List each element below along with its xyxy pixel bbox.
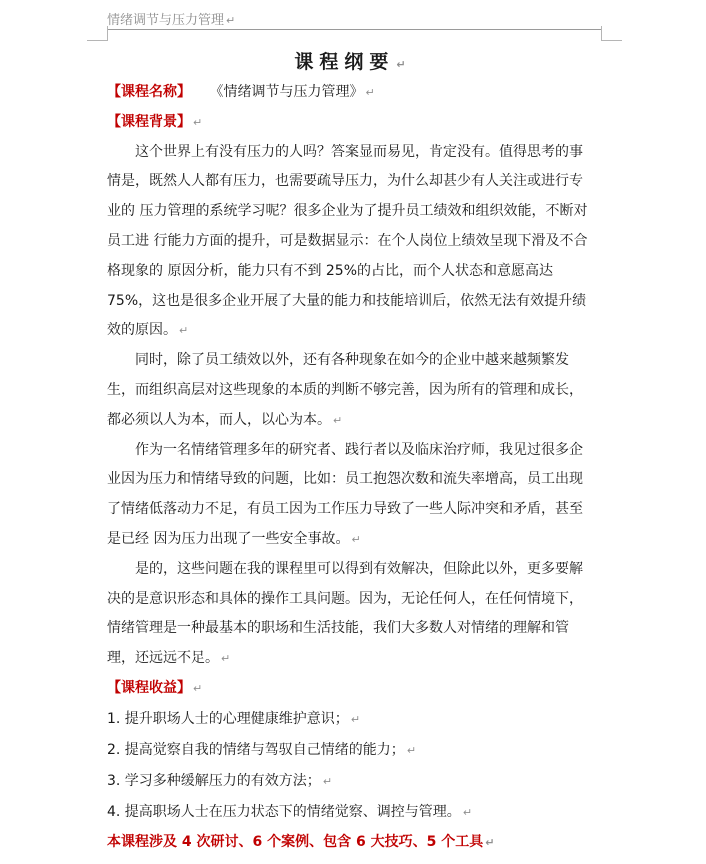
paragraph-mark-icon: ↵ bbox=[406, 743, 417, 757]
page-title: 课程纲要 ↵ bbox=[294, 51, 412, 73]
margin-corner-right bbox=[601, 26, 622, 41]
text-line: 75%，这也是很多企业开展了大量的能力和技能培训后，依然无法有效提升绩 bbox=[107, 292, 587, 309]
paragraph-mark-icon: ↵ bbox=[351, 532, 361, 546]
background-paragraph-4 bbox=[107, 555, 601, 674]
text-line: 作为一名情绪管理多年的研究者、践行者以及临床治疗师，我见过很多企 bbox=[135, 441, 583, 458]
text-line: 员工进 行能力方面的提升，可是数据显示：在个人岗位上绩效呈现下滑及不合 bbox=[107, 232, 588, 249]
benefits-heading: 【课程收益】 bbox=[107, 679, 191, 696]
text-line: 这个世界上有没有压力的人吗？答案显而易见，肯定没有。值得思考的事 bbox=[135, 143, 583, 160]
background-heading: 【课程背景】 bbox=[107, 113, 191, 130]
text-line: 是的，这些问题在我的课程里可以得到有效解决，但除此以外，更多要解 bbox=[135, 560, 583, 577]
text-line-last: 都必须以人为本，而人，以心为本。 ↵ bbox=[107, 411, 343, 428]
paragraph-mark-icon: ↵ bbox=[226, 14, 236, 27]
paragraph-mark-icon: ↵ bbox=[179, 324, 189, 338]
text-line: 业的 压力管理的系统学习呢？很多企业为了提升员工绩效和组织效能，不断对 bbox=[107, 203, 588, 220]
text-line: 决的是意识形态和具体的操作工具问题。因为，无论任何人，在任何情境下， bbox=[107, 590, 583, 607]
text-line: 了情绪低落动力不足，有员工因为工作压力导致了一些人际冲突和矛盾，甚至 bbox=[107, 501, 583, 518]
margin-corner-left bbox=[87, 26, 108, 41]
text-line: 情绪管理是一种最基本的职场和生活技能，我们大多数人对情绪的理解和管 bbox=[107, 620, 569, 637]
benefits-heading-row bbox=[107, 674, 601, 704]
benefit-item: 4. 提高职场人士在压力状态下的情绪觉察、调控与管理。 ↵ bbox=[107, 803, 473, 820]
text-line: 情是，既然人人都有压力，也需要疏导压力，为什么却甚少有人关注或进行专 bbox=[107, 173, 583, 190]
header-title: 情绪调节与压力管理 ↵ bbox=[107, 13, 236, 28]
course-name-value: 《情绪调节与压力管理》 bbox=[209, 84, 364, 100]
background-paragraph-3 bbox=[107, 436, 601, 555]
text-line: 同时，除了员工绩效以外，还有各种现象在如今的企业中越来越频繁发 bbox=[135, 352, 569, 369]
background-heading-row bbox=[107, 108, 601, 138]
paragraph-mark-icon: ↵ bbox=[485, 835, 495, 849]
paragraph-mark-icon: ↵ bbox=[333, 413, 343, 427]
course-summary: 本课程涉及 4 次研讨、6 个案例、包含 6 大技巧、5 个工具 ↵ bbox=[107, 833, 495, 850]
paragraph-mark-icon: ↵ bbox=[396, 58, 412, 71]
text-line: 生，而组织高层对这些现象的本质的判断不够完善，因为所有的管理和成长， bbox=[107, 381, 583, 398]
background-paragraph-2 bbox=[107, 346, 601, 435]
paragraph-mark-icon: ↵ bbox=[322, 774, 333, 788]
text-line: 业因为压力和情绪导致的问题，比如：员工抱怨次数和流失率增高，员工出现 bbox=[107, 471, 583, 488]
course-name-row bbox=[107, 78, 601, 108]
document-body bbox=[107, 78, 601, 858]
benefit-item: 2. 提高觉察自我的情绪与驾驭自己情绪的能力； ↵ bbox=[107, 741, 417, 758]
text-line-last: 是已经 因为压力出现了一些安全事故。 ↵ bbox=[107, 530, 361, 547]
background-paragraph-1 bbox=[107, 138, 601, 347]
paragraph-mark-icon: ↵ bbox=[221, 652, 231, 666]
benefit-item: 3. 学习多种缓解压力的有效方法； ↵ bbox=[107, 772, 333, 789]
paragraph-mark-icon: ↵ bbox=[462, 805, 473, 819]
text-line-last: 效的原因。 ↵ bbox=[107, 322, 189, 339]
text-line: 格现象的 原因分析，能力只有不到 25%的占比，而个人状态和意愿高达 bbox=[107, 262, 554, 279]
benefit-item: 1. 提升职场人士的心理健康维护意识； ↵ bbox=[107, 710, 361, 727]
text-line-last: 理，还远远不足。 ↵ bbox=[107, 650, 231, 667]
course-name-label: 【课程名称】 bbox=[107, 84, 191, 100]
paragraph-mark-icon: ↵ bbox=[193, 115, 203, 129]
paragraph-mark-icon: ↵ bbox=[193, 681, 203, 695]
paragraph-mark-icon: ↵ bbox=[365, 86, 375, 99]
paragraph-mark-icon: ↵ bbox=[350, 712, 361, 726]
header-divider bbox=[107, 29, 601, 30]
